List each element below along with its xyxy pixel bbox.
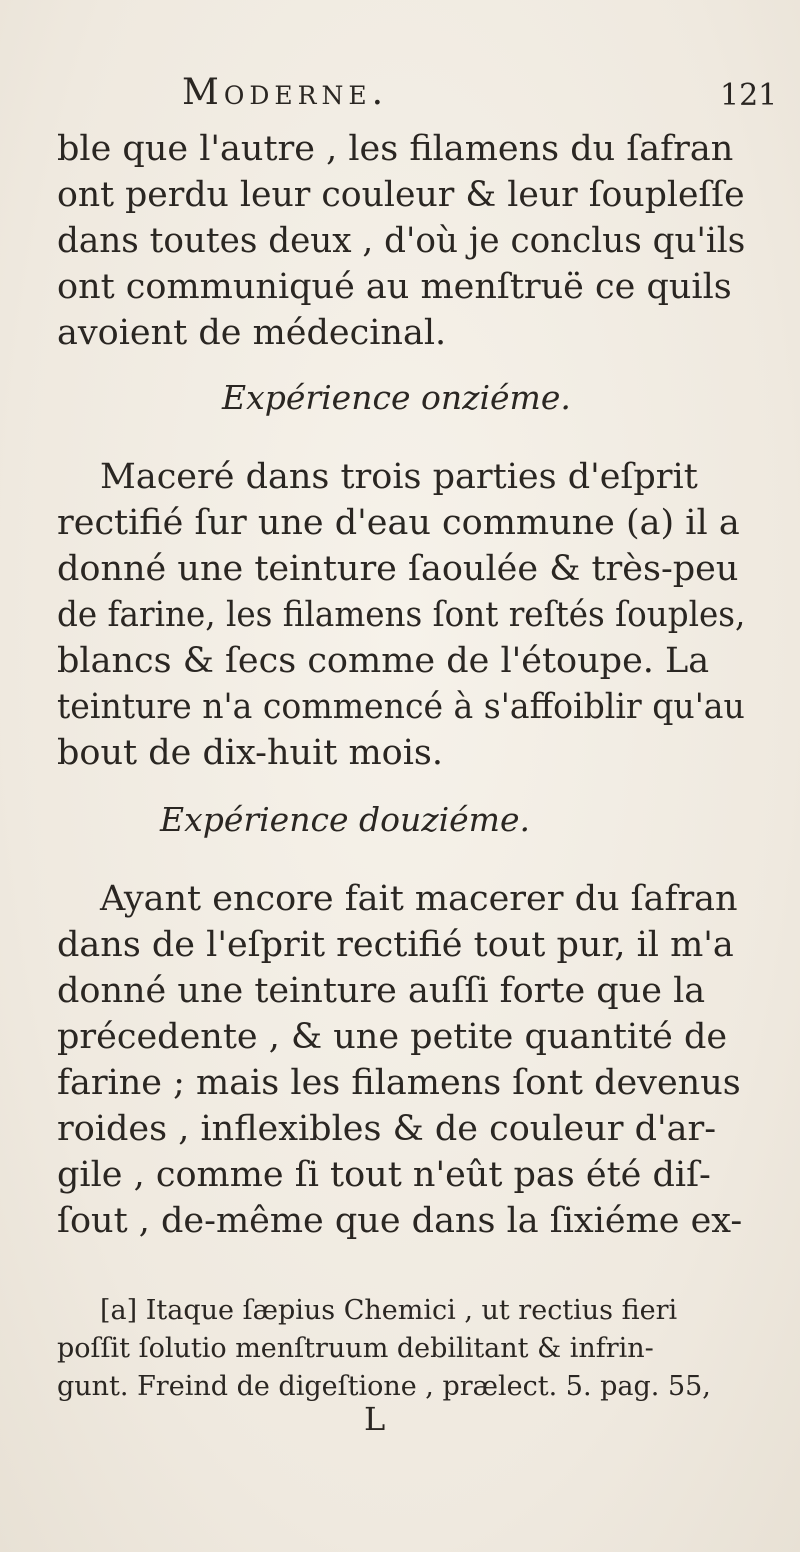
footnote-line: poſſit ſolutio menſtruum debilitant & infrin- bbox=[57, 1333, 654, 1364]
text-line: donné une teinture auſſi forte que la bbox=[57, 971, 706, 1011]
text-line: gile , comme ſi tout n'eût pas été diſ- bbox=[57, 1155, 711, 1195]
page-number: 121 bbox=[720, 78, 778, 113]
text-line: bout de dix-huit mois. bbox=[57, 733, 444, 773]
text-line: Maceré dans trois parties d'eſprit bbox=[100, 457, 698, 497]
text-line: donné une teinture ſaoulée & très-peu bbox=[57, 549, 739, 589]
section-heading-twelfth: Expérience douziéme. bbox=[160, 800, 530, 839]
text-line: de farine, les filamens ſont reſtés ſouples, bbox=[57, 595, 746, 635]
text-line: dans toutes deux , d'où je conclus qu'ils bbox=[57, 221, 746, 261]
section-heading-eleventh: Expérience onziéme. bbox=[222, 378, 571, 417]
text-line: avoient de médecinal. bbox=[57, 313, 447, 353]
signature-mark: L bbox=[364, 1400, 386, 1438]
text-line: précedente , & une petite quantité de bbox=[57, 1017, 728, 1057]
footnote-line: [a] Itaque ſæpius Chemici , ut rectius fieri bbox=[100, 1295, 678, 1326]
text-line: rectifié ſur une d'eau commune (a) il a bbox=[57, 503, 740, 543]
text-line: dans de l'eſprit rectifié tout pur, il m'a bbox=[57, 925, 734, 965]
text-line: roides , inflexibles & de couleur d'ar- bbox=[57, 1109, 717, 1149]
text-line: blancs & ſecs comme de l'étoupe. La bbox=[57, 641, 710, 681]
text-line: teinture n'a commencé à s'affoiblir qu'au bbox=[57, 687, 745, 727]
text-line: ont communiqué au menſtruë ce quils bbox=[57, 267, 732, 307]
footnote-line: gunt. Freind de digeſtione , prælect. 5. pag. 55, bbox=[57, 1371, 711, 1402]
text-line: Ayant encore fait macerer du ſafran bbox=[100, 879, 738, 919]
running-head: Moderne. bbox=[182, 72, 389, 113]
text-line: ble que l'autre , les filamens du ſafran bbox=[57, 129, 734, 169]
text-line: ſout , de-même que dans la ſixiéme ex- bbox=[57, 1201, 743, 1241]
page-header bbox=[0, 72, 800, 122]
text-line: farine ; mais les filamens ſont devenus bbox=[57, 1063, 741, 1103]
text-line: ont perdu leur couleur & leur ſoupleſſe bbox=[57, 175, 745, 215]
